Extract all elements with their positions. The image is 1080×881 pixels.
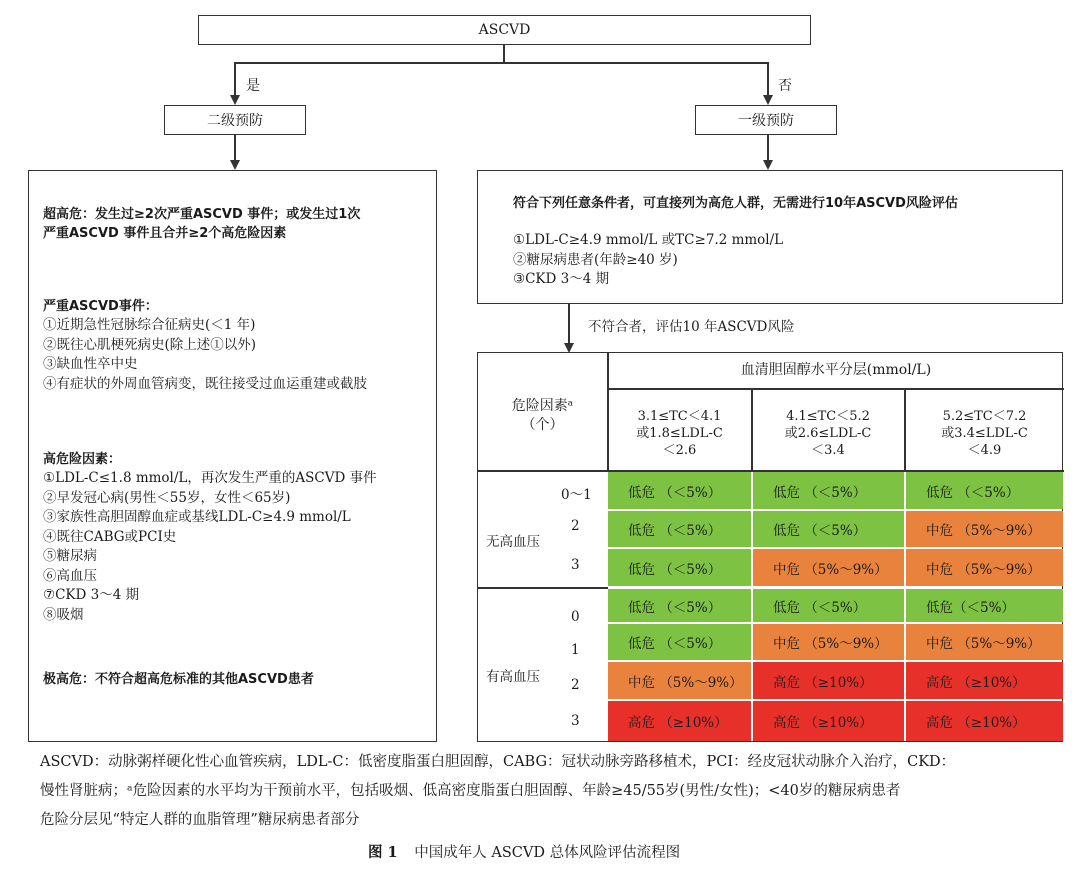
severe-event-item: ③缺血性卒中史 — [43, 356, 138, 372]
risk-cell-text: 中危 （5%～9%） — [926, 561, 1041, 578]
ascvd-title: ASCVD — [478, 22, 531, 38]
connector — [767, 62, 769, 96]
direct-high-risk-heading: 符合下列任意条件者，可直接列为高危人群，无需进行10年ASCVD风险评估 — [513, 196, 958, 211]
column-header — [905, 408, 1064, 459]
risk-factor-item: ④既往CABG或PCI史 — [43, 528, 177, 545]
very-high-risk-line: 超高危：发生过≥2次严重ASCVD 事件；或发生过1次 — [43, 207, 361, 222]
secondary-prevention-panel — [28, 170, 437, 742]
column-header-line: ＜4.9 — [967, 443, 1002, 458]
risk-cell — [608, 511, 751, 547]
risk-cell — [608, 624, 751, 660]
risk-cell-text: 高危 （≥10%） — [773, 674, 873, 691]
not-meeting-label: 不符合者，评估10 年ASCVD风险 — [588, 319, 795, 335]
connector — [568, 304, 570, 344]
caption-line: 危险分层见“特定人群的血脂管理”糖尿病患者部分 — [40, 812, 360, 828]
risk-cell — [608, 701, 751, 741]
connector — [234, 62, 768, 64]
risk-cell-text: 中危 （5%～9%） — [773, 561, 888, 578]
risk-factor-item: ②早发冠心病(男性＜55岁，女性＜65岁) — [43, 489, 291, 506]
risk-cell-text: 高危 （≥10%） — [628, 715, 728, 731]
risk-cell-text: 低危 （＜5%） — [628, 599, 722, 616]
risk-factor-item: ⑦CKD 3～4 期 — [43, 587, 140, 603]
group-label-hypertension: 有高血压 — [486, 669, 540, 685]
figure-title: 中国成年人 ASCVD 总体风险评估流程图 — [414, 845, 681, 861]
severe-event-item: ②既往心肌梗死病史(除上述①以外) — [43, 336, 257, 353]
risk-cell — [753, 624, 904, 660]
risk-cell — [906, 472, 1063, 509]
yes-label: 是 — [246, 78, 260, 94]
connector — [767, 135, 769, 161]
very-high-risk-text — [43, 205, 360, 243]
cholesterol-header: 血清胆固醇水平分层(mmol/L) — [740, 362, 932, 378]
group-label-no-hypertension: 无高血压 — [486, 534, 540, 550]
secondary-prevention-title: 二级预防 — [207, 113, 263, 129]
risk-factors-heading: 高危险因素： — [43, 452, 122, 467]
direct-high-risk-list — [513, 231, 783, 290]
risk-factor-header-line: （个） — [521, 417, 564, 433]
direct-high-risk-item: ②糖尿病患者(年龄≥40 岁) — [513, 251, 678, 268]
risk-cell — [906, 549, 1063, 586]
risk-cell — [753, 662, 904, 699]
risk-cell-text: 低危 （＜5%） — [773, 484, 867, 501]
figure-caption — [368, 841, 680, 862]
risk-cell-text: 低危 （＜5%） — [628, 523, 722, 539]
ascvd-box — [198, 15, 811, 45]
risk-factor-count: 0～1 — [561, 487, 592, 503]
risk-cell-text: 高危 （≥10%） — [773, 715, 873, 731]
risk-cell — [608, 662, 751, 699]
column-header-line: 或3.4≤LDL-C — [941, 426, 1028, 441]
risk-factor-item: ⑥高血压 — [43, 567, 97, 584]
risk-cell-text: 高危 （≥10%） — [926, 674, 1026, 691]
risk-cell — [608, 472, 751, 509]
arrow-down-icon — [230, 160, 240, 170]
table-divider — [478, 587, 608, 589]
risk-cell-text: 中危 （5%～9%） — [628, 674, 743, 691]
risk-cell-text: 低危 （＜5%） — [628, 636, 722, 652]
direct-high-risk-panel — [477, 170, 1063, 304]
risk-cell — [608, 589, 751, 622]
arrow-down-icon — [763, 95, 773, 105]
risk-cell — [753, 472, 904, 509]
secondary-prevention-box — [164, 105, 306, 135]
figure-label: 图 1 — [368, 844, 398, 861]
risk-cell-text: 低危 （＜5%） — [773, 523, 867, 539]
risk-cell — [753, 511, 904, 547]
severe-events-heading: 严重ASCVD事件： — [43, 299, 158, 314]
risk-factors-section — [43, 450, 377, 625]
column-header-line: 或2.6≤LDL-C — [784, 426, 872, 441]
very-high-risk-line: 严重ASCVD 事件且合并≥2个高危险因素 — [43, 226, 287, 241]
risk-cell — [906, 589, 1063, 622]
column-header — [608, 408, 751, 459]
risk-cell-text: 中危 （5%～9%） — [926, 523, 1041, 539]
connector — [234, 135, 236, 161]
risk-cell — [906, 701, 1063, 741]
risk-stratification-table — [477, 352, 1063, 742]
risk-cell — [906, 662, 1063, 699]
extreme-high-risk-text: 极高危：不符合超高危标准的其他ASCVD患者 — [43, 672, 314, 687]
no-label: 否 — [778, 78, 792, 94]
risk-factor-count: 3 — [571, 557, 580, 573]
column-header-line: 或1.8≤LDL-C — [636, 426, 723, 441]
risk-cell — [753, 549, 904, 586]
arrow-down-icon — [763, 160, 773, 170]
caption-line: 慢性肾脏病；ᵃ危险因素的水平均为干预前水平，包括吸烟、低高密度脂蛋白胆固醇、年龄≥45/55岁(男性/女性)；<40岁的糖尿病患者 — [40, 783, 901, 799]
direct-high-risk-item: ③CKD 3～4 期 — [513, 271, 610, 287]
risk-cell-text: 低危 （＜5%） — [628, 484, 722, 501]
risk-factor-count: 1 — [571, 642, 580, 658]
primary-prevention-box — [695, 105, 837, 135]
risk-factor-count: 2 — [571, 677, 580, 693]
column-header — [752, 408, 904, 459]
column-header-line: 3.1≤TC＜4.1 — [637, 409, 722, 424]
risk-factor-header-line: 危险因素ᵃ — [511, 398, 574, 414]
risk-cell — [753, 701, 904, 741]
column-header-line: ＜2.6 — [662, 443, 697, 458]
primary-prevention-title: 一级预防 — [738, 113, 794, 129]
risk-cell — [906, 624, 1063, 660]
risk-cell-text: 中危 （5%～9%） — [926, 636, 1041, 652]
severe-event-item: ④有症状的外周血管病变，既往接受过血运重建或截肢 — [43, 375, 367, 392]
arrow-down-icon — [230, 95, 240, 105]
risk-cell-text: 低危 （＜5%） — [628, 561, 722, 578]
risk-factor-item: ③家族性高胆固醇血症或基线LDL-C≥4.9 mmol/L — [43, 509, 351, 525]
risk-factor-header — [478, 397, 607, 435]
risk-cell — [753, 589, 904, 622]
risk-cell-text: 低危（＜5%） — [926, 599, 1015, 616]
risk-factor-item: ⑤糖尿病 — [43, 548, 97, 564]
column-header-line: 5.2≤TC＜7.2 — [942, 409, 1027, 424]
direct-high-risk-item: ①LDL-C≥4.9 mmol/L 或TC≥7.2 mmol/L — [513, 232, 784, 248]
risk-cell — [608, 549, 751, 586]
caption-line: ASCVD：动脉粥样硬化性心血管疾病，LDL-C：低密度脂蛋白胆固醇，CABG：冠状动脉旁路移植术，PCI：经皮冠状动脉介入治疗，CKD： — [40, 754, 956, 770]
risk-cell-text: 低危 （＜5%） — [926, 484, 1020, 501]
risk-cell-text: 中危 （5%～9%） — [773, 636, 888, 652]
column-header-line: 4.1≤TC＜5.2 — [786, 409, 870, 424]
severe-event-item: ①近期急性冠脉综合征病史(＜1 年) — [43, 317, 256, 333]
risk-factor-item: ①LDL-C≤1.8 mmol/L，再次发生严重的ASCVD 事件 — [43, 470, 377, 486]
risk-factor-item: ⑧吸烟 — [43, 606, 84, 623]
risk-cell-text: 低危 （＜5%） — [773, 599, 867, 616]
risk-cell-text: 高危 （≥10%） — [926, 715, 1026, 731]
risk-factor-count: 2 — [571, 518, 580, 534]
risk-cell — [906, 511, 1063, 547]
connector — [503, 45, 505, 63]
table-divider — [608, 388, 1064, 390]
connector — [234, 62, 236, 96]
risk-factor-count: 3 — [571, 713, 580, 729]
column-header-line: ＜3.4 — [811, 443, 845, 458]
risk-factor-count: 0 — [571, 609, 580, 625]
severe-events-section — [43, 297, 367, 394]
